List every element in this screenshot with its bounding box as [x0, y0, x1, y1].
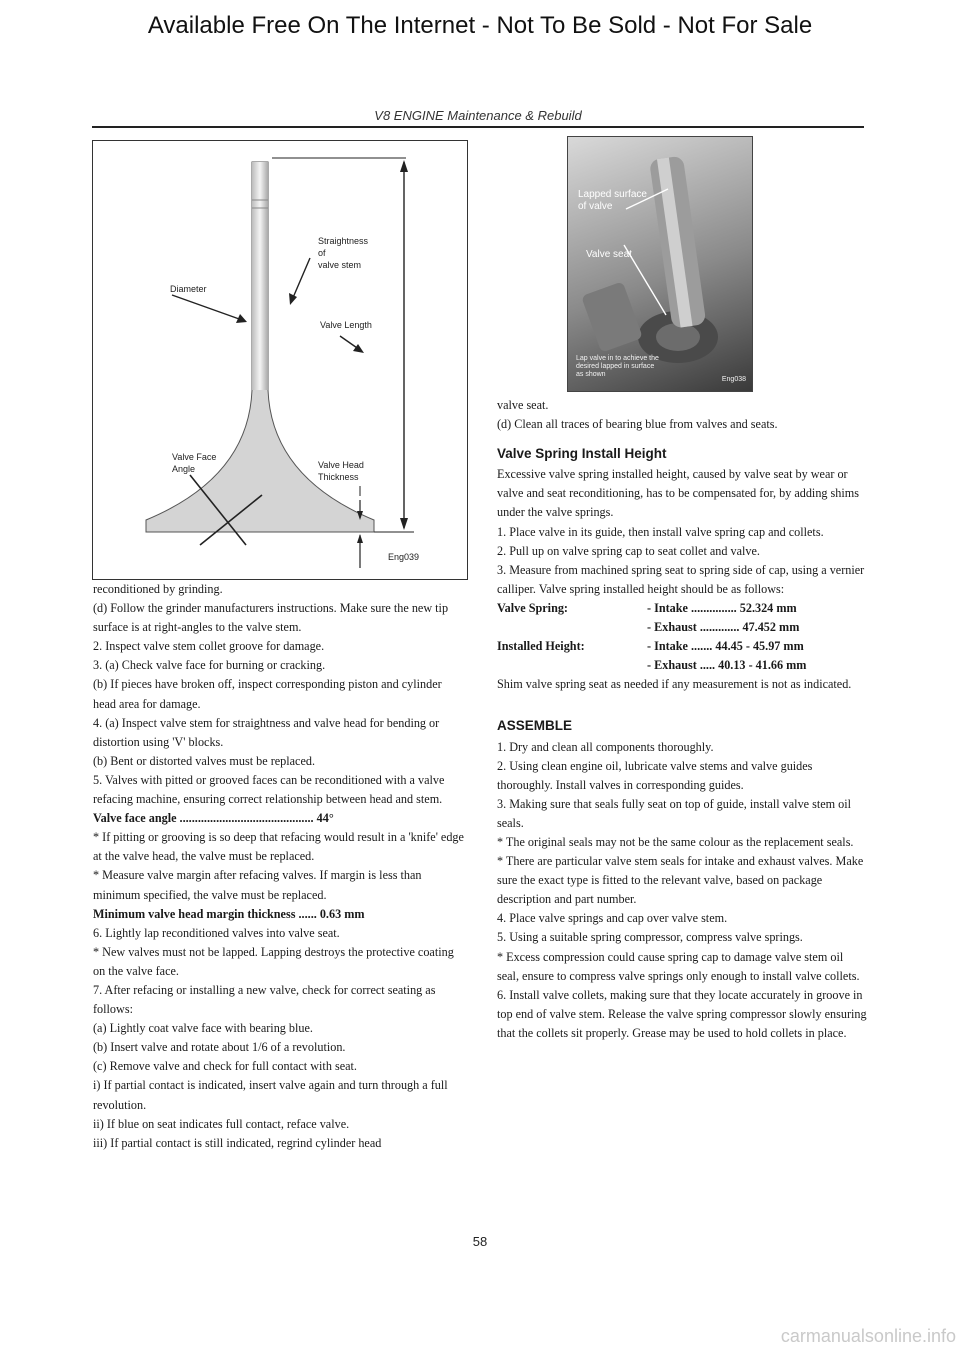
para: 6. Install valve collets, making sure that they locate accurately in groove in top end of valve stem. Release the valve spring compressor slowly ensuring that the collets sit properly. Grease may be used to hold collets in place.: [497, 987, 867, 1040]
label-face-angle: Valve Face: [172, 452, 217, 462]
para: * The original seals may not be the same colour as the replacement seals.: [497, 834, 854, 849]
spec-row: [497, 599, 867, 618]
para: 2. Using clean engine oil, lubricate valve stems and valve guides thoroughly. Install valves in corresponding guides.: [497, 758, 813, 792]
para: Shim valve spring seat as needed if any measurement is not as indicated.: [497, 677, 852, 692]
para: * New valves must not be lapped. Lapping destroys the protective coating on the valve face.: [93, 944, 454, 978]
spec-value: - Exhaust ..... 40.13 - 41.66 mm: [647, 658, 807, 673]
label-straightness: Straightness: [318, 236, 369, 246]
header-rule: [92, 126, 864, 128]
para: (c) Remove valve and check for full contact with seat.: [93, 1059, 357, 1074]
photo-shapes: [568, 137, 752, 391]
photo-caption-line3: as shown: [576, 371, 606, 378]
para: * Excess compression could cause spring cap to damage valve stem oil seal, ensure to compress valve springs only enough to install valve collets.: [497, 949, 860, 983]
para: 5. Valves with pitted or grooved faces can be reconditioned with a valve refacing machine, ensuring correct relationship between head and stem.: [93, 772, 445, 807]
para: valve seat.: [497, 398, 549, 412]
page-header: V8 ENGINE Maintenance & Rebuild: [374, 108, 582, 123]
left-column: [93, 580, 465, 1153]
spec-row: [497, 637, 867, 656]
photo-caption-line1: Lap valve in to achieve the: [576, 355, 659, 362]
label-diameter: Diameter: [170, 284, 207, 294]
heading-assemble: ASSEMBLE: [497, 718, 573, 734]
para: 4. Place valve springs and cap over valve stem.: [497, 911, 728, 926]
photo-caption: [576, 355, 706, 379]
para: ii) If blue on seat indicates full contact, reface valve.: [93, 1116, 350, 1131]
availability-banner: Available Free On The Internet - Not To Be Sold - Not For Sale: [147, 12, 813, 39]
spec-row: [497, 656, 867, 675]
label-head-thickness: Valve Head: [318, 460, 364, 470]
label-face-angle-2: Angle: [172, 464, 196, 474]
para: reconditioned by grinding.: [93, 582, 223, 596]
spec-key: Valve Spring:: [497, 600, 568, 615]
para: * Measure valve margin after refacing valves. If margin is less than minimum specified, the valve must be replaced.: [93, 868, 422, 902]
photo-caption-line2: desired lapped in surface: [576, 363, 655, 370]
para: iii) If partial contact is still indicated, regrind cylinder head: [93, 1135, 382, 1150]
para: 1. Place valve in its guide, then install valve spring cap and collets.: [497, 524, 824, 539]
valve-dimensions-diagram: [92, 140, 468, 580]
spec-value: - Intake ....... 44.45 - 45.97 mm: [647, 639, 804, 654]
photo-code: Eng038: [721, 376, 746, 383]
para: 7. After refacing or installing a new valve, check for correct seating as follows:: [93, 982, 436, 1017]
para: 3. Measure from machined spring seat to spring side of cap, using a vernier calliper. Valve spring installed height should be as follows:: [497, 562, 865, 596]
spec-min-margin: Minimum valve head margin thickness ...... 0.63 mm: [93, 906, 365, 921]
label-straightness-of: of: [318, 248, 326, 258]
spec-value: - Exhaust ............. 47.452 mm: [647, 620, 800, 635]
photo-label-of-valve: of valve: [578, 201, 613, 212]
label-head-thickness-2: Thickness: [318, 472, 359, 482]
para: i) If partial contact is indicated, insert valve again and turn through a full revolution.: [93, 1078, 448, 1112]
photo-label-valve-seat: Valve seat: [586, 249, 632, 260]
para: (d) Clean all traces of bearing blue from valves and seats.: [497, 417, 778, 432]
para: 2. Inspect valve stem collet groove for damage.: [93, 639, 325, 654]
page-number: 58: [472, 1234, 488, 1249]
site-watermark: carmanualsonline.info: [780, 1326, 956, 1346]
spec-key: [497, 618, 647, 637]
para: 4. (a) Inspect valve stem for straightness and valve head for bending or distortion using 'V' blocks.: [93, 715, 440, 749]
para: (d) Follow the grinder manufacturers instructions. Make sure the new tip surface is at right-angles to the valve stem.: [93, 601, 449, 635]
para: 1. Dry and clean all components thoroughly.: [497, 739, 714, 754]
figure-code: Eng039: [388, 552, 420, 562]
para: 5. Using a suitable spring compressor, compress valve springs.: [497, 930, 803, 945]
spec-key: [497, 656, 647, 675]
para: * If pitting or grooving is so deep that refacing would result in a 'knife' edge at the valve head, the valve must be replaced.: [93, 830, 464, 864]
spec-row: [497, 618, 867, 637]
para: * There are particular valve stem seals for intake and exhaust valves. Make sure the exact type is fitted to the relevant valve, based on package description and part number.: [497, 854, 864, 907]
label-valve-length: Valve Length: [320, 320, 372, 330]
para: (b) Insert valve and rotate about 1/6 of a revolution.: [93, 1040, 346, 1055]
para: 3. Making sure that seals fully seat on top of guide, install valve stem oil seals.: [497, 796, 852, 830]
heading-valve-spring-install-height: Valve Spring Install Height: [497, 446, 667, 462]
photo-label-lapped: Lapped surface: [578, 189, 647, 200]
para: 2. Pull up on valve spring cap to seat collet and valve.: [497, 543, 760, 558]
spec-valve-face-angle: Valve face angle ............................................ 44°: [93, 811, 334, 826]
label-valve-stem: valve stem: [318, 260, 362, 270]
para: 6. Lightly lap reconditioned valves into valve seat.: [93, 925, 340, 940]
spec-key: Installed Height:: [497, 639, 585, 654]
para: Excessive valve spring installed height, caused by valve seat by wear or valve and seat reconditioning, has to be compensated for, by adding shims under the valve springs.: [497, 467, 860, 520]
para: (b) If pieces have broken off, inspect corresponding piston and cylinder head area for damage.: [93, 677, 442, 711]
spec-value: - Intake ............... 52.324 mm: [647, 600, 797, 615]
valve-lapping-photo: [567, 136, 753, 392]
para: (b) Bent or distorted valves must be replaced.: [93, 753, 316, 768]
right-column: [497, 396, 867, 1043]
para: 3. (a) Check valve face for burning or cracking.: [93, 658, 326, 673]
para: (a) Lightly coat valve face with bearing blue.: [93, 1021, 313, 1036]
